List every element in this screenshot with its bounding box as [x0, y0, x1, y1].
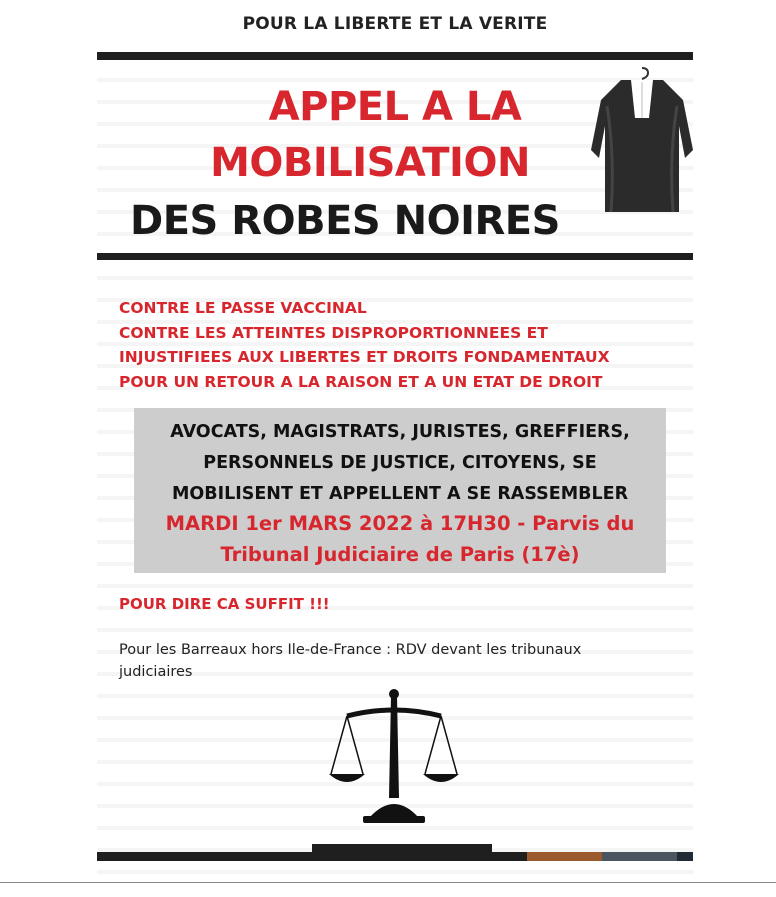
middle-divider [97, 253, 693, 260]
note-line-2: judiciaires [119, 664, 193, 680]
note-line-1: Pour les Barreaux hors Ile-de-France : RDV devant les tribunaux [119, 642, 582, 658]
headline-line-1: APPEL A LA [268, 84, 522, 130]
justice-scale-icon [325, 686, 463, 828]
lawyer-robe-icon [587, 66, 697, 218]
slogan: POUR DIRE CA SUFFIT !!! [119, 595, 330, 613]
top-divider [97, 52, 693, 60]
callout-line-1: AVOCATS, MAGISTRATS, JURISTES, GREFFIERS, [170, 422, 630, 442]
page-edge-line [0, 882, 776, 883]
callout-line-3: MOBILISENT ET APPELLENT A SE RASSEMBLER [171, 484, 629, 504]
cause-item: CONTRE LES ATTEINTES DISPROPORTIONNEES ET [119, 323, 548, 342]
headline-line-3: DES ROBES NOIRES [130, 198, 560, 244]
cause-item: INJUSTIFIEES AUX LIBERTES ET DROITS FONDAMENTAUX [119, 348, 610, 366]
flyer-page [97, 0, 693, 897]
footer-bar-navy [677, 852, 693, 861]
footer-bar-slate [602, 852, 677, 861]
event-place-line: Tribunal Judiciaire de Paris (17è) [220, 543, 580, 566]
footer-bar-raised [312, 844, 492, 852]
cause-item: POUR UN RETOUR A LA RAISON ET A UN ETAT DE DROIT [119, 372, 603, 391]
cause-item: CONTRE LE PASSE VACCINAL [119, 299, 367, 317]
footer-bar-dark [97, 852, 527, 861]
causes-list [119, 296, 679, 394]
event-date-line: MARDI 1er MARS 2022 à 17H30 - Parvis du [165, 512, 635, 535]
callout-line-2: PERSONNELS DE JUSTICE, CITOYENS, SE [203, 453, 597, 473]
headline-line-2: MOBILISATION [210, 140, 530, 186]
callout-box [134, 408, 666, 573]
footer-bar-brown [527, 852, 602, 861]
regional-note [119, 639, 639, 683]
top-slogan: POUR LA LIBERTE ET LA VERITE [242, 14, 548, 34]
